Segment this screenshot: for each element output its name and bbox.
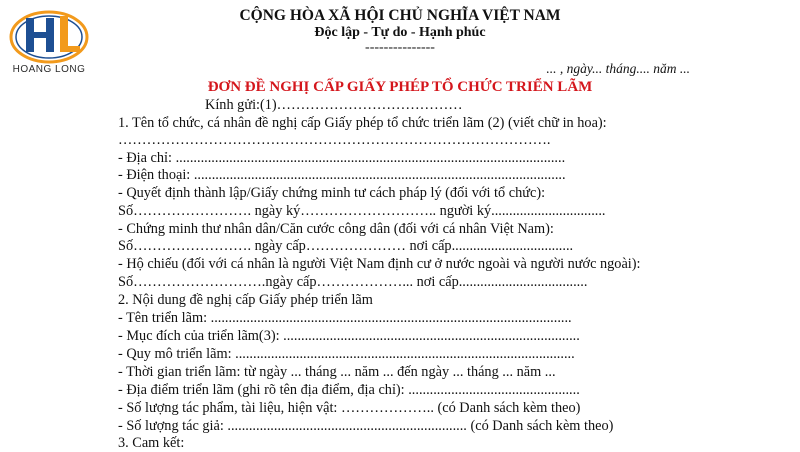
form-line: - Địa chỉ: ............................................................................................................. [118,150,566,166]
form-line: - Số lượng tác phẩm, tài liệu, hiện vật: ……………….. (có Danh sách kèm theo) [118,400,581,416]
section-heading: 3. Cam kết: [118,435,185,451]
section-heading: 2. Nội dung đề nghị cấp Giấy phép triển lãm [118,292,373,308]
form-line: Số……………………. ngày cấp………………… nơi cấp.................................. [118,238,574,254]
logo-brand-text: HOANG LONG [12,64,86,75]
nation-heading: CỘNG HÒA XÃ HỘI CHỦ NGHĨA VIỆT NAM [239,7,561,24]
form-line: - Điện thoại: ........................................................................................................ [118,167,566,183]
form-line: Số……………………. ngày ký……………………….. người ký................................ [118,203,606,219]
form-line: - Quy mô triển lãm: ............................................................................................... [118,346,575,362]
form-line: - Thời gian triển lãm: từ ngày ... tháng ... năm ... đến ngày ... tháng ... năm ... [118,364,556,380]
form-line: - Hộ chiếu (đối với cá nhân là người Việt Nam định cư ở nước ngoài và người nước ngoài): [118,256,641,272]
form-line: - Chứng minh thư nhân dân/Căn cước công dân (đối với cá nhân Việt Nam): [118,221,554,237]
form-line: - Số lượng tác giả: ................................................................... (có Danh sách kèm theo) [118,418,614,434]
form-title: ĐƠN ĐỀ NGHỊ CẤP GIẤY PHÉP TỔ CHỨC TRIỂN LÃM [207,79,593,95]
date-line: ... , ngày... tháng.... năm ... [546,61,690,76]
form-line: - Quyết định thành lập/Giấy chứng minh tư cách pháp lý (đối với tổ chức): [118,185,546,201]
form-line: - Tên triển lãm: ..................................................................................................... [118,310,572,326]
header-separator: --------------- [365,40,435,55]
form-line: ………………………………………………………………………………. [118,132,551,148]
form-line: Số……………………….ngày cấp………………... nơi cấp.................................... [118,274,588,290]
kinh-gui-line: Kính gửi:(1)………………………………… [205,97,463,113]
form-line: 1. Tên tổ chức, cá nhân đề nghị cấp Giấy phép tổ chức triển lãm (2) (viết chữ in hoa): [118,115,607,131]
motto-heading: Độc lập - Tự do - Hạnh phúc [314,25,486,40]
form-line: - Mục đích của triển lãm(3): ................................................................................... [118,328,580,344]
form-line: - Địa điểm triển lãm (ghi rõ tên địa điểm, địa chỉ): ................................................ [118,382,580,398]
